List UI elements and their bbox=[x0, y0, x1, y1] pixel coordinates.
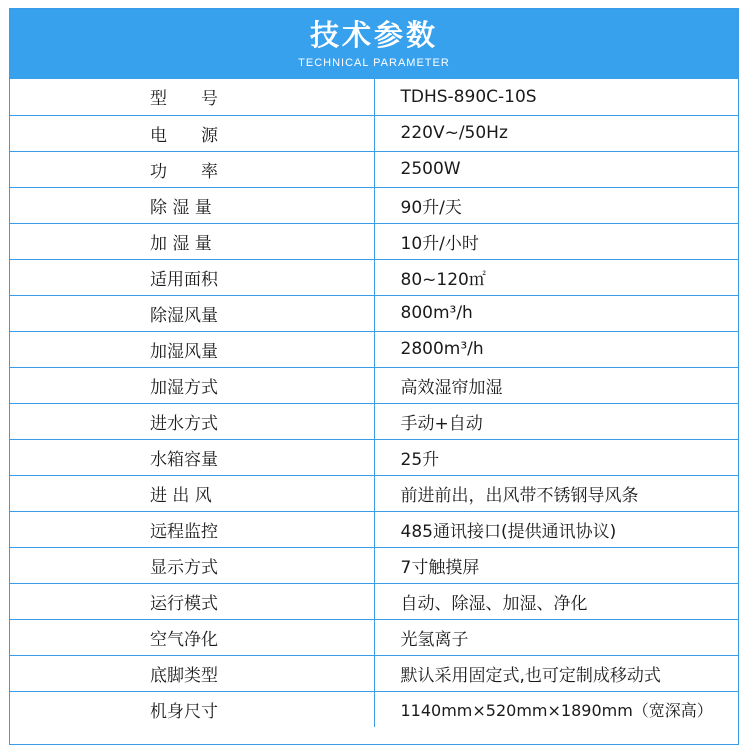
row-value: 1140mm×520mm×1890mm（宽深高） bbox=[400, 700, 713, 720]
row-label: 加 湿 量 bbox=[10, 223, 374, 259]
row-label: 水箱容量 bbox=[10, 439, 374, 475]
table-row bbox=[10, 655, 738, 691]
table-row bbox=[10, 367, 738, 403]
table-row bbox=[10, 475, 738, 511]
table-row bbox=[10, 295, 738, 331]
table-row bbox=[10, 619, 738, 655]
row-label: 机身尺寸 bbox=[10, 691, 374, 727]
row-label: 底脚类型 bbox=[10, 655, 374, 691]
row-value: 10升/小时 bbox=[374, 223, 738, 259]
row-label: 远程监控 bbox=[10, 511, 374, 547]
row-label: 加湿风量 bbox=[10, 331, 374, 367]
row-value: 光氢离子 bbox=[374, 619, 738, 655]
header-banner bbox=[10, 9, 738, 79]
row-label: 运行模式 bbox=[10, 583, 374, 619]
table-row bbox=[10, 511, 738, 547]
row-label: 空气净化 bbox=[10, 619, 374, 655]
table-row bbox=[10, 583, 738, 619]
row-label: 加湿方式 bbox=[10, 367, 374, 403]
table-row bbox=[10, 331, 738, 367]
row-label: 除 湿 量 bbox=[10, 187, 374, 223]
row-value: 2500W bbox=[374, 151, 738, 187]
table-row bbox=[10, 115, 738, 151]
table-row bbox=[10, 691, 738, 727]
row-value: TDHS-890C-10S bbox=[374, 79, 738, 115]
page-subtitle: TECHNICAL PARAMETER bbox=[298, 57, 450, 69]
row-value: 90升/天 bbox=[374, 187, 738, 223]
row-label: 适用面积 bbox=[10, 259, 374, 295]
row-label: 型 号 bbox=[10, 79, 374, 115]
row-label: 功 率 bbox=[10, 151, 374, 187]
row-value: 前进前出，出风带不锈钢导风条 bbox=[374, 475, 738, 511]
page-title: 技术参数 bbox=[309, 18, 438, 52]
table-row bbox=[10, 151, 738, 187]
table-row bbox=[10, 187, 738, 223]
row-value: 2800m³/h bbox=[374, 331, 738, 367]
row-value: 25升 bbox=[374, 439, 738, 475]
row-label: 显示方式 bbox=[10, 547, 374, 583]
spec-table bbox=[10, 79, 738, 727]
row-value: 默认采用固定式,也可定制成移动式 bbox=[374, 655, 738, 691]
row-label: 进水方式 bbox=[10, 403, 374, 439]
table-row bbox=[10, 259, 738, 295]
row-value: 485通讯接口(提供通讯协议) bbox=[374, 511, 738, 547]
row-value: 高效湿帘加湿 bbox=[374, 367, 738, 403]
spec-sheet bbox=[9, 8, 739, 745]
row-value: 80~120㎡ bbox=[374, 259, 738, 295]
table-row bbox=[10, 223, 738, 259]
row-label: 进 出 风 bbox=[10, 475, 374, 511]
table-row bbox=[10, 439, 738, 475]
row-value: 自动、除湿、加湿、净化 bbox=[374, 583, 738, 619]
row-value: 7寸触摸屏 bbox=[374, 547, 738, 583]
table-row bbox=[10, 547, 738, 583]
table-row bbox=[10, 79, 738, 115]
table-row bbox=[10, 403, 738, 439]
row-value: 手动+自动 bbox=[374, 403, 738, 439]
row-label: 除湿风量 bbox=[10, 295, 374, 331]
row-value: 800m³/h bbox=[374, 295, 738, 331]
row-label: 电 源 bbox=[10, 115, 374, 151]
row-value: 220V~/50Hz bbox=[374, 115, 738, 151]
